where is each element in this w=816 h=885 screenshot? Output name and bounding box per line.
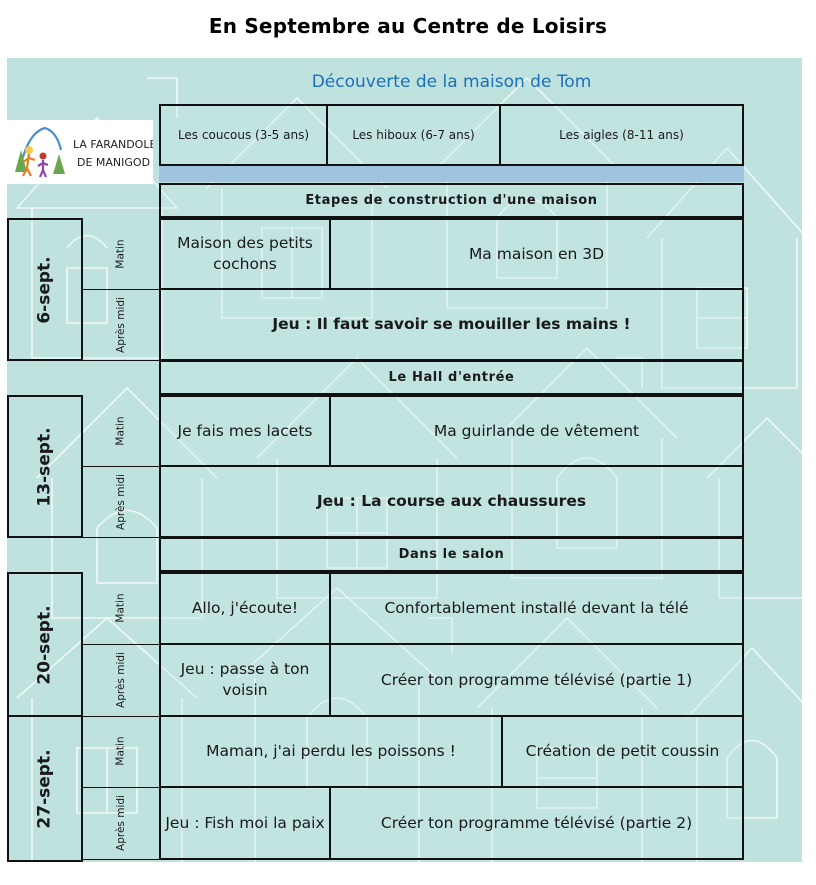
header-strip: [159, 166, 744, 182]
slot-afternoon: [81, 644, 159, 717]
slot-label: Après midi: [114, 473, 127, 530]
week-date: [7, 395, 83, 538]
logo: [7, 120, 153, 184]
page-title: En Septembre au Centre de Loisirs: [208, 14, 608, 38]
week-date: [7, 218, 83, 361]
activity-cell: Maman, j'ai perdu les poissons !: [159, 715, 503, 788]
week-theme: Le Hall d'entrée: [159, 360, 744, 395]
slot-label: Matin: [114, 238, 127, 269]
activity-cell: Je fais mes lacets: [159, 395, 331, 467]
slot-morning: [81, 218, 159, 290]
slot-morning: [81, 572, 159, 645]
date-label: 27-sept.: [35, 748, 55, 829]
poster: [7, 58, 802, 862]
activity-cell: Jeu : Fish moi la paix: [159, 786, 331, 860]
subtitle: Découverte de la maison de Tom: [311, 72, 592, 92]
slot-label: Après midi: [114, 795, 127, 851]
activity-cell: Allo, j'écoute!: [159, 572, 331, 645]
activity-cell: Créer ton programme télévisé (partie 2): [329, 786, 744, 860]
activity-cell: Ma maison en 3D: [329, 218, 744, 290]
week-theme: Etapes de construction d'une maison: [159, 183, 744, 218]
slot-label: Matin: [114, 415, 127, 446]
date-label: 20-sept.: [35, 604, 55, 685]
slot-label: Après midi: [114, 652, 127, 708]
slot-afternoon: [81, 787, 159, 860]
group-header-coucous: Les coucous (3-5 ans): [159, 104, 328, 166]
slot-afternoon: [81, 466, 159, 538]
slot-label: Après midi: [114, 296, 127, 353]
slot-morning: [81, 715, 159, 788]
week-date: [7, 715, 83, 862]
week-date: [7, 572, 83, 717]
group-header-aigles: Les aigles (8-11 ans): [499, 104, 744, 166]
game-cell: Jeu : La course aux chaussures: [159, 465, 744, 538]
activity-cell: Ma guirlande de vêtement: [329, 395, 744, 467]
activity-cell: Créer ton programme télévisé (partie 1): [329, 643, 744, 717]
date-label: 13-sept.: [35, 426, 55, 507]
date-label: 6-sept.: [34, 255, 55, 324]
slot-label: Matin: [114, 593, 127, 623]
slot-morning: [81, 395, 159, 467]
group-header-hiboux: Les hiboux (6-7 ans): [326, 104, 501, 166]
activity-cell: Confortablement installé devant la télé: [329, 572, 744, 645]
slot-label: Matin: [114, 736, 127, 766]
game-cell: Jeu : Il faut savoir se mouiller les mains !: [159, 288, 744, 361]
logo-line2: DE MANIGOD: [77, 156, 151, 169]
slot-afternoon: [81, 289, 159, 361]
logo-line1: LA FARANDOLE: [73, 138, 153, 151]
farandole-logo-icon: [7, 120, 153, 184]
activity-cell: Jeu : passe à ton voisin: [159, 643, 331, 717]
activity-cell: Maison des petits cochons: [159, 218, 331, 290]
week-theme: Dans le salon: [159, 537, 744, 572]
activity-cell: Création de petit coussin: [501, 715, 744, 788]
